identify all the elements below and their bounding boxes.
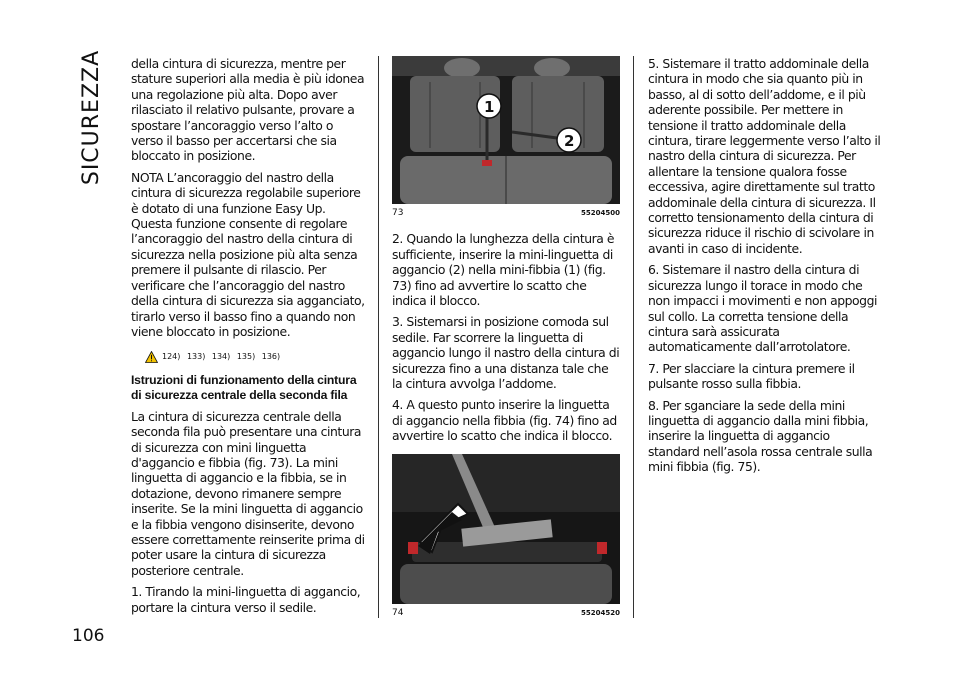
warning-ref[interactable]: 135) [236,352,256,362]
paragraph: della cintura di sicurezza, mentre per stature superiori alla media è più idonea una regolazione più alta. Dopo aver rilasciato il relativo pulsante, provare a spostare l’ancoraggio verso l’alto o verso il basso per accertarsi che sia bloccato in posizione. [131,56,365,164]
figure-code: 55204520 [581,608,620,617]
section-title [72,49,112,185]
warning-ref[interactable]: 136) [261,352,281,362]
step-4: 4. A questo punto inserire la linguetta di aggancio nella fibbia (fig. 74) fino ad avvertire lo scatto che indica il blocco. [392,397,617,444]
figure-74 [392,454,620,621]
text-column-3 [648,56,884,481]
note-paragraph: NOTA L’ancoraggio del nastro della cintura di sicurezza regolabile superiore è dotato di una funzione Easy Up. Questa funzione consente di regolare l’ancoraggio del nastro della cintura di sicurezza nella posizione più alta senza premere il pulsante di rilascio. Per verificare che l’ancoraggio del nastro della cintura di sicurezza sia agganciato, tirarlo verso il basso fino a quando non viene bloccato in posizione. [131,169,365,339]
step-7: 7. Per slacciare la cintura premere il pulsante rosso sulla fibbia. [648,360,855,392]
figure-number: 74 [392,607,404,618]
paragraph: La cintura di sicurezza centrale della seconda fila può presentare una cintura di sicurezza con mini linguetta d'aggancio e fibbia (fig. 73). La mini linguetta di aggancio e la fibbia, se in dotazione, devono rimanere sempre inserite. Se la mini linguetta di aggancio e la fibbia vengono disinserite, devono essere correttamente reinserite prima di poter usare la cintura di sicurezza posteriore centrale. [131,408,365,578]
column-divider [378,56,379,618]
warning-ref[interactable]: 134) [211,352,231,362]
text-column-1 [131,56,367,621]
figure-caption [392,606,620,621]
buckle-photo [392,454,620,604]
figure-number: 73 [392,208,404,218]
step-3: 3. Sistemarsi in posizione comoda sul sedile. Far scorrere la linguetta di aggancio lungo il nastro della cintura di sicurezza fino a una distanza tale che la cintura avvolga l’addome. [392,314,620,392]
warning-ref[interactable]: 124) [162,352,181,362]
step-8: 8. Per sganciare la sede della mini linguetta di aggancio dalla mini fibbia, inserire la linguetta di aggancio standard nell’asola rossa centrale sulla mini fibbia (fig. 75). [648,397,873,475]
warning-icon [145,351,158,363]
section-title-text: SICUREZZA [79,49,105,185]
step-6: 6. Sistemare il nastro della cintura di sicurezza lungo il torace in modo che non impacci i movimenti e non appoggi sul collo. La corretta tensione della cintura sarà assicurata automaticamente dall’arrotolatore. [648,262,878,355]
figure-73 [392,56,620,221]
warning-references [145,349,367,364]
column-divider [633,56,634,618]
step-1: 1. Tirando la mini-linguetta di aggancio, portare la cintura verso il sedile. [131,584,361,615]
figure-code: 55204500 [581,209,620,217]
text-column-2 [392,56,620,631]
page-number: 106 [72,626,105,646]
subheading: Istruzioni di funzionamento della cintura di sicurezza centrale della seconda fila [131,372,357,402]
step-5: 5. Sistemare il tratto addominale della cintura in modo che sia quanto più in basso, al di sotto dell’addome, e il più aderente possibile. Per mettere in tensione il tratto addominale della cintura, tirare leggermente verso l’alto il nastro della cintura di sicurezza. Per allentare la tensione qualora fosse eccessiva, agire direttamente sul tratto addominale della cintura di sicurezza. Il corretto tensionamento della cintura di sicurezza riduce il rischio di scivolare in avanti in caso di incidente. [648,56,881,256]
figure-caption [392,206,620,221]
callout-2: 2 [564,132,574,150]
rear-seat-photo [392,56,620,204]
warning-ref[interactable]: 133) [186,352,206,362]
callout-1: 1 [484,98,494,116]
step-2: 2. Quando la lunghezza della cintura è sufficiente, inserire la mini-linguetta di aggancio (2) nella mini-fibbia (1) (fig. 73) fino ad avvertire lo scatto che indica il blocco. [392,231,615,309]
